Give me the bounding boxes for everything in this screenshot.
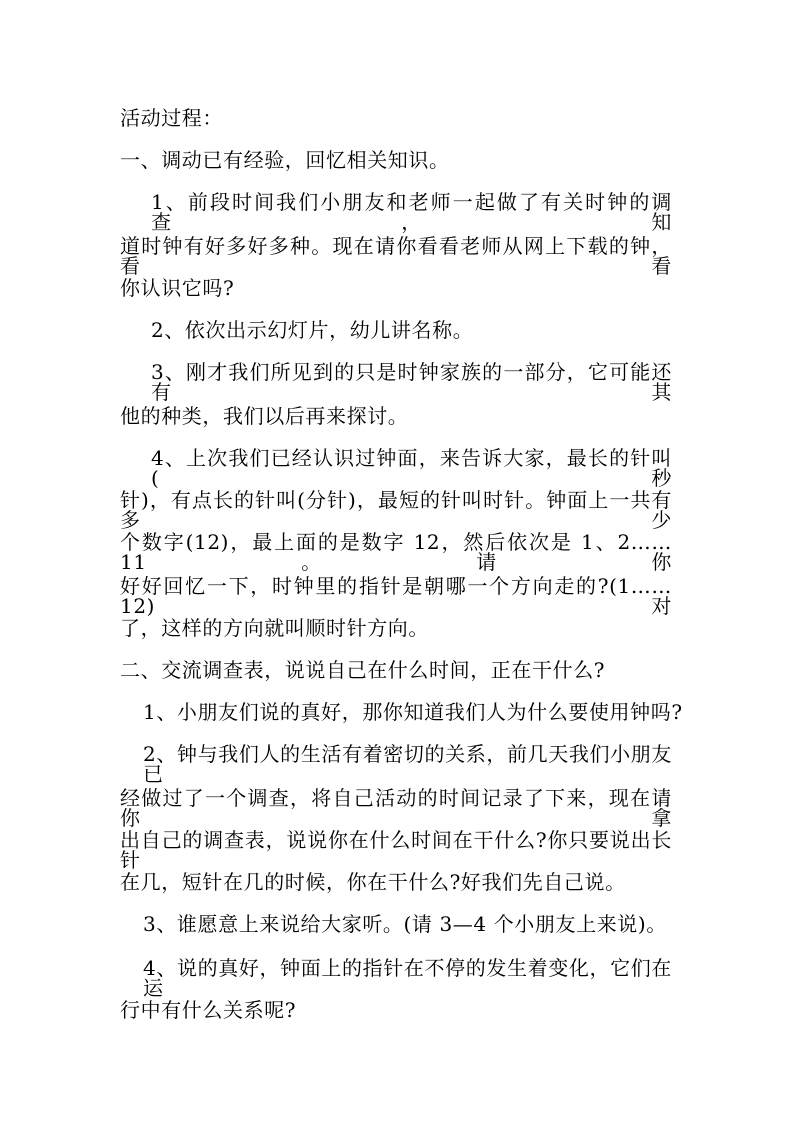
paragraph-1-line-2: 道时钟有好多好多种。现在请你看看老师从网上下载的钟，看看 [120,234,672,278]
paragraph-2-line-1: 2、依次出示幻灯片，幼儿讲名称。 [151,318,474,342]
section-two-heading: 二、交流调查表，说说自己在什么时间，正在干什么? [120,658,606,682]
paragraph-7-line-1: 3、谁愿意上来说给大家听。(请 3—4 个小朋友上来说)。 [143,912,667,936]
paragraph-4-line-2: 针)，有点长的针叫(分针)，最短的针叫时针。钟面上一共有多少 [120,488,672,532]
paragraph-6-line-4: 在几，短针在几的时候，你在干什么?好我们先自己说。 [120,870,626,894]
paragraph-3-line-1: 3、刚才我们所见到的只是时钟家族的一部分，它可能还有其 [151,360,672,404]
paragraph-1-line-3: 你认识它吗? [120,276,235,300]
paragraph-4-line-1: 4、上次我们已经认识过钟面，来告诉大家，最长的针叫(秒 [151,446,672,490]
paragraph-8-line-2: 行中有什么关系呢? [120,998,297,1022]
paragraph-5-line-1: 1、小朋友们说的真好，那你知道我们人为什么要使用钟吗? [143,700,683,724]
paragraph-1-line-1: 1、前段时间我们小朋友和老师一起做了有关时钟的调查，知 [151,190,672,234]
paragraph-6-line-3: 出自己的调查表，说说你在什么时间在干什么?你只要说出长针 [120,828,672,872]
paragraph-6-line-1: 2、钟与我们人的生活有着密切的关系，前几天我们小朋友已 [143,742,672,786]
paragraph-4-line-3: 个数字(12)，最上面的是数字 12，然后依次是 1、2……11。请你 [120,530,672,574]
paragraph-4-line-4: 好好回忆一下，时钟里的指针是朝哪一个方向走的?(1……12)对 [120,574,672,618]
paragraph-4-line-5: 了，这样的方向就叫顺时针方向。 [120,616,429,640]
section-intro-heading: 活动过程： [120,106,223,130]
paragraph-3-line-2: 他的种类，我们以后再来探讨。 [120,404,409,428]
paragraph-6-line-2: 经做过了一个调查，将自己活动的时间记录了下来，现在请你拿 [120,786,672,830]
section-one-heading: 一、调动已有经验，回忆相关知识。 [120,148,450,172]
paragraph-8-line-1: 4、说的真好，钟面上的指针在不停的发生着变化，它们在运 [143,956,672,1000]
